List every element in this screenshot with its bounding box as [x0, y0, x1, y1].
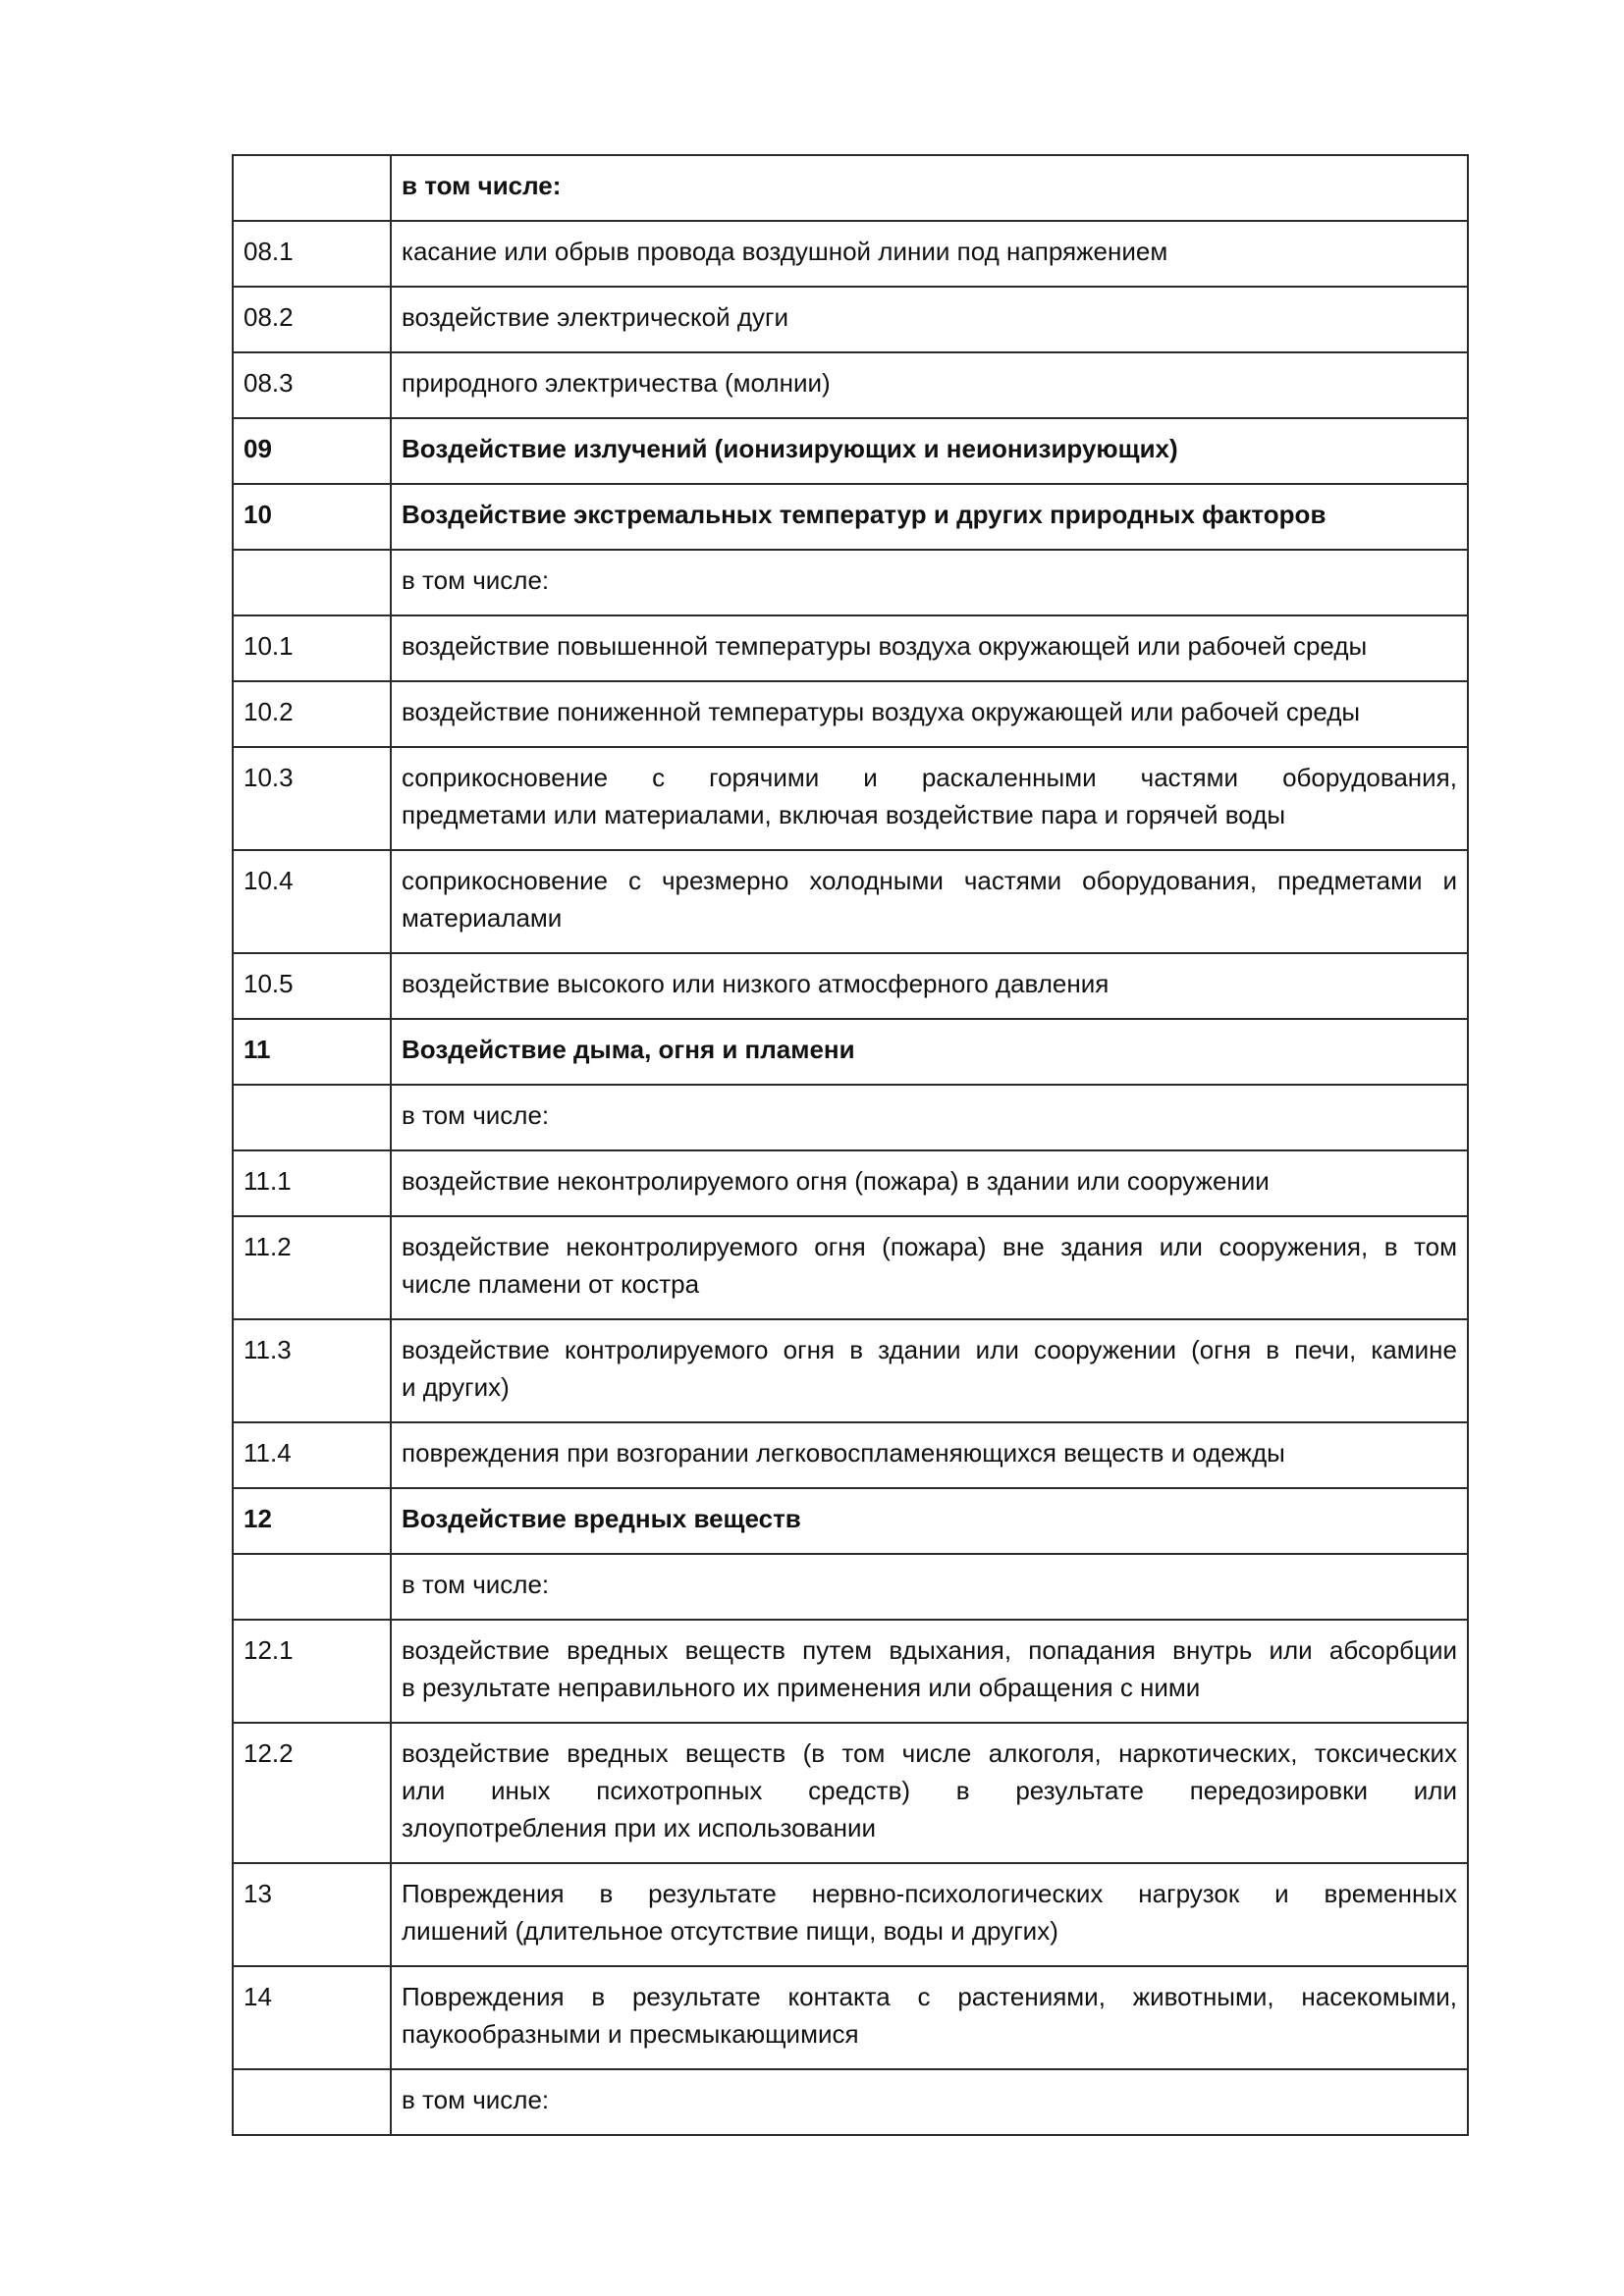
row-code: 11.3 — [244, 1335, 292, 1364]
row-code-cell — [233, 484, 391, 550]
table-row — [233, 1422, 1468, 1488]
row-description-cell — [391, 1966, 1468, 2069]
row-code: 11 — [244, 1035, 271, 1064]
row-code-cell — [233, 615, 391, 681]
row-code-cell — [233, 1150, 391, 1216]
row-code: 11.4 — [244, 1438, 292, 1468]
row-description-cell — [391, 352, 1468, 418]
row-description-cell — [391, 1620, 1468, 1723]
table-row — [233, 953, 1468, 1019]
row-description-cell — [391, 155, 1468, 221]
row-description-cell — [391, 1150, 1468, 1216]
table-body — [233, 155, 1468, 2135]
row-code-cell — [233, 850, 391, 953]
row-description-line: воздействие неконтролируемого огня (пожара) в здании или сооружении — [402, 1166, 1270, 1196]
table-row — [233, 2069, 1468, 2135]
row-code-cell — [233, 1554, 391, 1620]
row-description-line: в результате неправильного их применения или обращения с ними — [402, 1673, 1201, 1702]
row-code-cell — [233, 1216, 391, 1319]
row-description-cell — [391, 287, 1468, 352]
row-code: 10.3 — [244, 763, 294, 792]
row-description-cell — [391, 1723, 1468, 1863]
row-description-line: злоупотребления при их использовании — [402, 1813, 877, 1842]
table-row — [233, 1554, 1468, 1620]
row-description-line: материалами — [402, 903, 563, 933]
row-code: 09 — [244, 434, 272, 463]
row-description-line: числе пламени от костра — [402, 1269, 700, 1299]
row-description-line: касание или обрыв провода воздушной линии под напряжением — [402, 237, 1168, 266]
row-description-cell — [391, 1319, 1468, 1422]
row-code-cell — [233, 1422, 391, 1488]
row-description-line: Воздействие вредных веществ — [402, 1504, 801, 1533]
injury-classification-table — [232, 154, 1469, 2136]
row-code-cell — [233, 1620, 391, 1723]
row-description-cell — [391, 550, 1468, 615]
row-code: 12.1 — [244, 1635, 294, 1665]
row-description-line: соприкосновение с чрезмерно холодными частями оборудования, предметами и — [402, 866, 1457, 895]
row-description-line: в том числе: — [402, 1570, 550, 1599]
row-code: 12 — [244, 1504, 272, 1533]
row-description-line: воздействие неконтролируемого огня (пожара) вне здания или сооружения, в том — [402, 1232, 1457, 1261]
table-row — [233, 1620, 1468, 1723]
table-row — [233, 1966, 1468, 2069]
row-code: 10.2 — [244, 697, 294, 726]
row-description-line: воздействие контролируемого огня в здании или сооружении (огня в печи, камине — [402, 1335, 1457, 1364]
row-code: 10.1 — [244, 631, 294, 661]
row-code: 10.5 — [244, 969, 294, 998]
row-code-cell — [233, 550, 391, 615]
row-code-cell — [233, 1966, 391, 2069]
row-description-line: паукообразными и пресмыкающимися — [402, 2019, 859, 2049]
row-code-cell — [233, 747, 391, 850]
row-description-cell — [391, 2069, 1468, 2135]
row-code: 11.1 — [244, 1166, 292, 1196]
row-description-line: в том числе: — [402, 565, 550, 595]
row-description-line: Воздействие излучений (ионизирующих и неионизирующих) — [402, 434, 1178, 463]
table-row — [233, 1319, 1468, 1422]
table-row — [233, 287, 1468, 352]
table-row — [233, 1216, 1468, 1319]
row-code: 13 — [244, 1879, 272, 1908]
table-row — [233, 1150, 1468, 1216]
row-description-line: повреждения при возгорании легковоспламеняющихся веществ и одежды — [402, 1438, 1285, 1468]
row-description-cell — [391, 418, 1468, 484]
row-description-cell — [391, 615, 1468, 681]
table-row — [233, 1085, 1468, 1150]
row-description-line: природного электричества (молнии) — [402, 368, 831, 398]
row-code-cell — [233, 418, 391, 484]
table-row — [233, 550, 1468, 615]
row-description-line: Повреждения в результате нервно-психологических нагрузок и временных — [402, 1879, 1457, 1908]
row-description-cell — [391, 1554, 1468, 1620]
row-description-cell — [391, 1216, 1468, 1319]
table-row — [233, 418, 1468, 484]
row-description-line: и других) — [402, 1372, 510, 1402]
row-description-cell — [391, 1488, 1468, 1554]
table-row — [233, 352, 1468, 418]
row-description-line: воздействие повышенной температуры воздуха окружающей или рабочей среды — [402, 631, 1368, 661]
row-code-cell — [233, 1319, 391, 1422]
row-code-cell — [233, 681, 391, 747]
table-row — [233, 615, 1468, 681]
row-description-cell — [391, 1019, 1468, 1085]
row-description-line: в том числе: — [402, 2085, 550, 2114]
row-code-cell — [233, 155, 391, 221]
row-code-cell — [233, 1863, 391, 1966]
row-description-line: Воздействие дыма, огня и пламени — [402, 1035, 855, 1064]
row-description-line: или иных психотропных средств) в результате передозировки или — [402, 1776, 1457, 1805]
table-row — [233, 850, 1468, 953]
row-description-cell — [391, 221, 1468, 287]
row-code-cell — [233, 1723, 391, 1863]
table-row — [233, 1863, 1468, 1966]
row-code-cell — [233, 1019, 391, 1085]
row-description-cell — [391, 1422, 1468, 1488]
row-description-line: лишений (длительное отсутствие пищи, воды и других) — [402, 1916, 1058, 1946]
row-code-cell — [233, 352, 391, 418]
row-code-cell — [233, 221, 391, 287]
table-row — [233, 1019, 1468, 1085]
row-code-cell — [233, 1085, 391, 1150]
row-description-line: воздействие высокого или низкого атмосферного давления — [402, 969, 1110, 998]
row-code: 10 — [244, 500, 272, 529]
table-row — [233, 1723, 1468, 1863]
row-description-line: в том числе: — [402, 171, 562, 200]
row-code-cell — [233, 2069, 391, 2135]
row-code: 11.2 — [244, 1232, 292, 1261]
row-code: 08.3 — [244, 368, 294, 398]
table-row — [233, 747, 1468, 850]
row-description-line: Воздействие экстремальных температур и других природных факторов — [402, 500, 1326, 529]
row-description-line: соприкосновение с горячими и раскаленными частями оборудования, — [402, 763, 1457, 792]
row-description-cell — [391, 1863, 1468, 1966]
row-description-line: Повреждения в результате контакта с растениями, животными, насекомыми, — [402, 1982, 1457, 2011]
row-code: 12.2 — [244, 1738, 294, 1768]
table-row — [233, 1488, 1468, 1554]
table-row — [233, 221, 1468, 287]
row-description-cell — [391, 1085, 1468, 1150]
table-row — [233, 681, 1468, 747]
row-description-line: воздействие вредных веществ путем вдыхания, попадания внутрь или абсорбции — [402, 1635, 1457, 1665]
row-description-line: воздействие электрической дуги — [402, 302, 789, 332]
row-code-cell — [233, 953, 391, 1019]
row-code: 08.2 — [244, 302, 294, 332]
row-description-line: воздействие пониженной температуры воздуха окружающей или рабочей среды — [402, 697, 1361, 726]
row-description-line: в том числе: — [402, 1100, 550, 1130]
row-description-cell — [391, 850, 1468, 953]
row-code: 14 — [244, 1982, 272, 2011]
row-code-cell — [233, 1488, 391, 1554]
row-description-cell — [391, 953, 1468, 1019]
row-code: 08.1 — [244, 237, 294, 266]
row-description-line: воздействие вредных веществ (в том числе алкоголя, наркотических, токсических — [402, 1738, 1457, 1768]
row-code-cell — [233, 287, 391, 352]
row-description-cell — [391, 747, 1468, 850]
table-row — [233, 155, 1468, 221]
row-description-cell — [391, 484, 1468, 550]
row-description-cell — [391, 681, 1468, 747]
table-row — [233, 484, 1468, 550]
row-description-line: предметами или материалами, включая воздействие пара и горячей воды — [402, 800, 1286, 829]
row-code: 10.4 — [244, 866, 294, 895]
